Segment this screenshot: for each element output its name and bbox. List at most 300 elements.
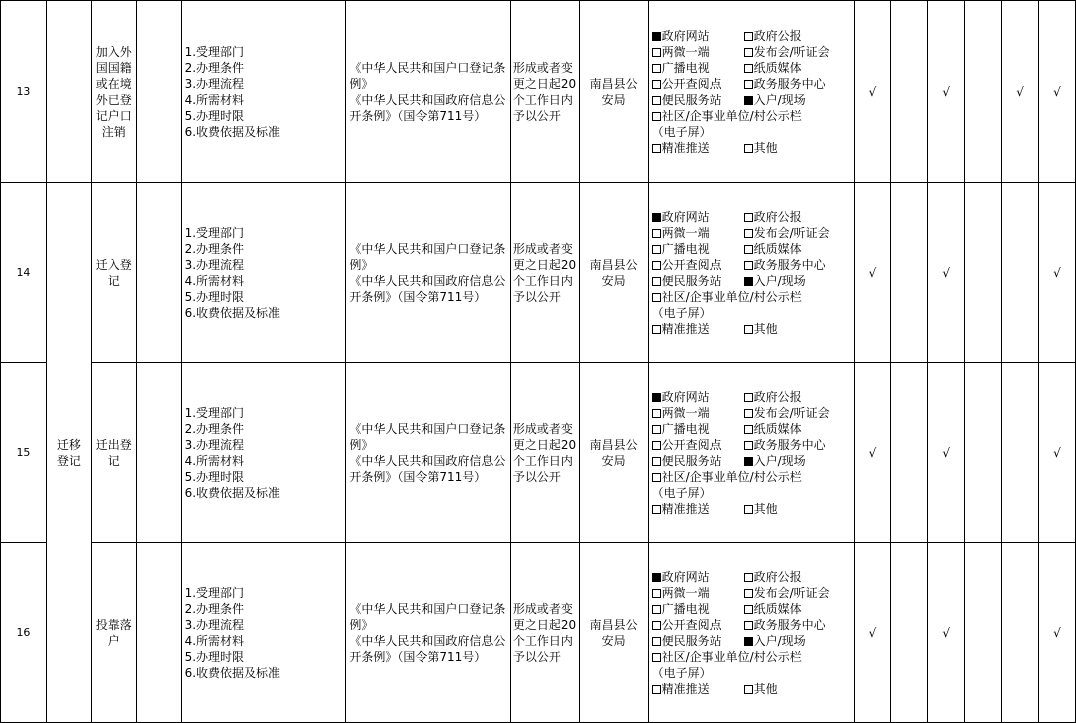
channel-line (652, 485, 854, 501)
category-text: 迁移登记 (56, 437, 81, 468)
unchecked-box-icon (652, 229, 661, 238)
unchecked-box-icon (744, 589, 753, 598)
screen-note: （电子屏） (651, 665, 712, 680)
blank-cell (136, 363, 181, 543)
channels-cell (648, 363, 854, 543)
item-name (91, 183, 136, 363)
time-limit-text: 形成或者变更之日起20个工作日内予以公开 (512, 60, 577, 123)
time-limit (510, 543, 579, 723)
push-option (652, 140, 744, 156)
checked-box-icon (652, 393, 661, 402)
unchecked-box-icon (652, 112, 661, 121)
unchecked-box-icon (744, 64, 753, 73)
content-item: 6.收费依据及标准 (184, 665, 281, 680)
press-label: 发布会/听证会 (753, 44, 830, 59)
other-option (744, 681, 778, 697)
channel-line (652, 453, 854, 469)
content-list (181, 543, 346, 723)
content-item: 5.办理时限 (184, 108, 245, 123)
door-label: 入户/现场 (753, 633, 806, 648)
basis-line: 《中华人民共和国户口登记条例》 (349, 241, 506, 272)
unchecked-box-icon (744, 213, 753, 222)
reading-point-label: 公开查阅点 (661, 437, 722, 452)
content-item: 1.受理部门 (184, 44, 245, 59)
basis-cell (346, 543, 511, 723)
gov-site-option (652, 209, 744, 225)
mark-cell (891, 1, 928, 183)
gov-site-option (652, 389, 744, 405)
unchecked-box-icon (652, 505, 661, 514)
service-center-label: 政务服务中心 (753, 437, 826, 452)
content-item: 4.所需材料 (184, 633, 245, 648)
channel-line (652, 257, 854, 273)
reading-point-option (652, 76, 744, 92)
community-option (652, 289, 802, 305)
content-item: 3.办理流程 (184, 617, 245, 632)
check-mark: √ (1016, 84, 1024, 99)
community-label: 社区/企事业单位/村公示栏 (661, 469, 802, 484)
door-option (744, 273, 806, 289)
reading-point-label: 公开查阅点 (661, 617, 722, 632)
unchecked-box-icon (652, 409, 661, 418)
channel-line (652, 681, 854, 697)
two-micro-option (652, 225, 744, 241)
basis-line: 《中华人民共和国政府信息公开条例》（国令第711号） (349, 273, 506, 304)
push-option (652, 681, 744, 697)
time-limit (510, 183, 579, 363)
content-item: 6.收费依据及标准 (184, 124, 281, 139)
mark-cell (965, 183, 1002, 363)
channel-line (652, 140, 854, 156)
two-micro-label: 两微一端 (661, 585, 710, 600)
content-item: 2.办理条件 (184, 601, 245, 616)
push-label: 精准推送 (661, 321, 710, 336)
check-mark: √ (868, 625, 877, 640)
channel-line (652, 225, 854, 241)
two-micro-label: 两微一端 (661, 225, 710, 240)
service-station-label: 便民服务站 (661, 453, 722, 468)
service-station-option (652, 273, 744, 289)
service-station-option (652, 633, 744, 649)
channel-line (652, 421, 854, 437)
service-station-option (652, 92, 744, 108)
gov-site-label: 政府网站 (661, 389, 710, 404)
two-micro-option (652, 405, 744, 421)
service-center-option (744, 257, 826, 273)
content-item: 6.收费依据及标准 (184, 485, 281, 500)
channel-line (652, 289, 854, 305)
unchecked-box-icon (744, 325, 753, 334)
two-micro-label: 两微一端 (661, 44, 710, 59)
checked-box-icon (744, 277, 753, 286)
press-option (744, 405, 830, 421)
unchecked-box-icon (744, 32, 753, 41)
radio-tv-label: 广播电视 (661, 421, 710, 436)
door-option (744, 92, 806, 108)
unchecked-box-icon (652, 653, 661, 662)
press-label: 发布会/听证会 (753, 225, 830, 240)
mark-cell (965, 1, 1002, 183)
content-item: 4.所需材料 (184, 92, 245, 107)
reading-point-option (652, 617, 744, 633)
unchecked-box-icon (652, 589, 661, 598)
press-option (744, 44, 830, 60)
checked-box-icon (744, 457, 753, 466)
content-item: 5.办理时限 (184, 649, 245, 664)
channel-line (652, 469, 854, 485)
unchecked-box-icon (744, 261, 753, 270)
channel-line (652, 569, 854, 585)
gov-gazette-option (744, 389, 802, 405)
mark-cell (854, 1, 891, 183)
subject-text: 南昌县公安局 (589, 76, 638, 107)
press-label: 发布会/听证会 (753, 585, 830, 600)
other-option (744, 140, 778, 156)
mark-cell (1002, 543, 1039, 723)
channel-line (652, 209, 854, 225)
blank-cell (136, 543, 181, 723)
other-label: 其他 (753, 321, 778, 336)
unchecked-box-icon (652, 605, 661, 614)
unchecked-box-icon (744, 229, 753, 238)
gov-site-option (652, 28, 744, 44)
community-option (652, 469, 802, 485)
check-mark: √ (942, 265, 951, 280)
checked-box-icon (744, 637, 753, 646)
community-option (652, 108, 802, 124)
blank-cell (136, 1, 181, 183)
subject-text: 南昌县公安局 (589, 617, 638, 648)
check-mark: √ (1053, 445, 1061, 460)
gov-site-label: 政府网站 (661, 209, 710, 224)
table-row (1, 543, 1076, 723)
other-label: 其他 (753, 140, 778, 155)
gov-gazette-label: 政府公报 (753, 28, 802, 43)
channel-line (652, 617, 854, 633)
mark-cell (928, 1, 965, 183)
channel-line (652, 124, 854, 140)
community-option (652, 649, 802, 665)
content-item: 3.办理流程 (184, 76, 245, 91)
checked-box-icon (652, 213, 661, 222)
checked-box-icon (652, 573, 661, 582)
subject-cell (579, 543, 648, 723)
push-label: 精准推送 (661, 140, 710, 155)
item-name-text: 迁入登记 (95, 257, 132, 288)
channel-line (652, 92, 854, 108)
unchecked-box-icon (652, 261, 661, 270)
content-item: 3.办理流程 (184, 257, 245, 272)
mark-cell (854, 183, 891, 363)
service-station-label: 便民服务站 (661, 273, 722, 288)
item-name-text: 迁出登记 (95, 437, 132, 468)
mark-cell (1038, 543, 1075, 723)
table-row (1, 363, 1076, 543)
paper-label: 纸质媒体 (753, 421, 802, 436)
other-label: 其他 (753, 501, 778, 516)
subject-text: 南昌县公安局 (589, 437, 638, 468)
paper-option (744, 421, 802, 437)
table-row (1, 183, 1076, 363)
row-number (1, 1, 47, 183)
gov-gazette-label: 政府公报 (753, 389, 802, 404)
service-station-option (652, 453, 744, 469)
screen-note: （电子屏） (651, 305, 712, 320)
press-option (744, 585, 830, 601)
row-number-text: 14 (16, 265, 31, 279)
unchecked-box-icon (652, 425, 661, 434)
item-name (91, 1, 136, 183)
time-limit-text: 形成或者变更之日起20个工作日内予以公开 (512, 241, 577, 304)
item-name (91, 363, 136, 543)
row-number (1, 363, 47, 543)
door-option (744, 633, 806, 649)
channel-line (652, 305, 854, 321)
checked-box-icon (744, 96, 753, 105)
push-label: 精准推送 (661, 681, 710, 696)
checked-box-icon (652, 32, 661, 41)
mark-cell (928, 363, 965, 543)
unchecked-box-icon (744, 393, 753, 402)
paper-option (744, 60, 802, 76)
screen-note: （电子屏） (651, 485, 712, 500)
paper-label: 纸质媒体 (753, 241, 802, 256)
unchecked-box-icon (652, 637, 661, 646)
unchecked-box-icon (652, 80, 661, 89)
gov-site-option (652, 569, 744, 585)
content-item: 3.办理流程 (184, 437, 245, 452)
press-option (744, 225, 830, 241)
paper-option (744, 241, 802, 257)
row-number (1, 543, 47, 723)
door-option (744, 453, 806, 469)
check-mark: √ (868, 84, 877, 99)
channels-cell (648, 1, 854, 183)
content-item: 4.所需材料 (184, 453, 245, 468)
radio-tv-option (652, 60, 744, 76)
check-mark: √ (1053, 265, 1061, 280)
service-center-label: 政务服务中心 (753, 257, 826, 272)
gov-site-label: 政府网站 (661, 569, 710, 584)
community-label: 社区/企事业单位/村公示栏 (661, 649, 802, 664)
gov-gazette-option (744, 28, 802, 44)
content-list (181, 363, 346, 543)
unchecked-box-icon (744, 48, 753, 57)
mark-cell (928, 183, 965, 363)
service-center-option (744, 437, 826, 453)
channel-line (652, 649, 854, 665)
unchecked-box-icon (744, 441, 753, 450)
service-center-option (744, 76, 826, 92)
channel-line (652, 241, 854, 257)
channel-line (652, 501, 854, 517)
unchecked-box-icon (652, 457, 661, 466)
unchecked-box-icon (744, 505, 753, 514)
channel-line (652, 665, 854, 681)
mark-cell (1002, 1, 1039, 183)
mark-cell (965, 543, 1002, 723)
unchecked-box-icon (652, 48, 661, 57)
unchecked-box-icon (744, 144, 753, 153)
unchecked-box-icon (652, 293, 661, 302)
mark-cell (1002, 363, 1039, 543)
two-micro-label: 两微一端 (661, 405, 710, 420)
radio-tv-option (652, 421, 744, 437)
community-label: 社区/企事业单位/村公示栏 (661, 108, 802, 123)
blank-cell (136, 183, 181, 363)
gov-site-label: 政府网站 (661, 28, 710, 43)
item-name (91, 543, 136, 723)
channels-cell (648, 543, 854, 723)
door-label: 入户/现场 (753, 273, 806, 288)
content-item: 5.办理时限 (184, 469, 245, 484)
door-label: 入户/现场 (753, 92, 806, 107)
unchecked-box-icon (744, 685, 753, 694)
row-number (1, 183, 47, 363)
content-item: 2.办理条件 (184, 241, 245, 256)
basis-cell (346, 183, 511, 363)
subject-cell (579, 363, 648, 543)
push-label: 精准推送 (661, 501, 710, 516)
table-row (1, 1, 1076, 183)
push-option (652, 321, 744, 337)
channel-line (652, 76, 854, 92)
check-mark: √ (868, 265, 877, 280)
unchecked-box-icon (652, 473, 661, 482)
unchecked-box-icon (744, 80, 753, 89)
content-list (181, 183, 346, 363)
unchecked-box-icon (652, 441, 661, 450)
mark-cell (1038, 183, 1075, 363)
channel-line (652, 389, 854, 405)
service-center-option (744, 617, 826, 633)
door-label: 入户/现场 (753, 453, 806, 468)
check-mark: √ (1053, 625, 1061, 640)
service-center-label: 政务服务中心 (753, 76, 826, 91)
unchecked-box-icon (652, 64, 661, 73)
channel-line (652, 405, 854, 421)
radio-tv-label: 广播电视 (661, 601, 710, 616)
content-item: 5.办理时限 (184, 289, 245, 304)
channel-line (652, 60, 854, 76)
content-item: 2.办理条件 (184, 421, 245, 436)
radio-tv-option (652, 601, 744, 617)
mark-cell (1038, 1, 1075, 183)
unchecked-box-icon (652, 685, 661, 694)
subject-cell (579, 1, 648, 183)
content-item: 1.受理部门 (184, 585, 245, 600)
reading-point-label: 公开查阅点 (661, 76, 722, 91)
basis-line: 《中华人民共和国户口登记条例》 (349, 60, 506, 91)
service-station-label: 便民服务站 (661, 92, 722, 107)
mark-cell (965, 363, 1002, 543)
row-number-text: 13 (16, 84, 31, 98)
unchecked-box-icon (744, 605, 753, 614)
unchecked-box-icon (744, 621, 753, 630)
check-mark: √ (868, 445, 877, 460)
radio-tv-label: 广播电视 (661, 241, 710, 256)
unchecked-box-icon (652, 325, 661, 334)
paper-option (744, 601, 802, 617)
mark-cell (891, 543, 928, 723)
unchecked-box-icon (652, 96, 661, 105)
table-body (1, 1, 1076, 723)
check-mark: √ (942, 84, 951, 99)
reading-point-option (652, 257, 744, 273)
unchecked-box-icon (652, 621, 661, 630)
unchecked-box-icon (744, 573, 753, 582)
category-cell (46, 183, 91, 723)
channel-line (652, 28, 854, 44)
category-cell-empty (46, 1, 91, 183)
basis-line: 《中华人民共和国户口登记条例》 (349, 601, 506, 632)
item-name-text: 加入外国国籍或在境外已登记户口注销 (95, 44, 132, 139)
check-mark: √ (1053, 84, 1061, 99)
press-label: 发布会/听证会 (753, 405, 830, 420)
channel-line (652, 601, 854, 617)
two-micro-option (652, 585, 744, 601)
channel-line (652, 108, 854, 124)
channel-line (652, 273, 854, 289)
content-item: 2.办理条件 (184, 60, 245, 75)
paper-label: 纸质媒体 (753, 60, 802, 75)
time-limit-text: 形成或者变更之日起20个工作日内予以公开 (512, 421, 577, 484)
channel-line (652, 633, 854, 649)
reading-point-option (652, 437, 744, 453)
paper-label: 纸质媒体 (753, 601, 802, 616)
time-limit (510, 363, 579, 543)
unchecked-box-icon (744, 425, 753, 434)
service-station-label: 便民服务站 (661, 633, 722, 648)
subject-text: 南昌县公安局 (589, 257, 638, 288)
channel-line (652, 585, 854, 601)
mark-cell (854, 363, 891, 543)
channels-cell (648, 183, 854, 363)
channel-line (652, 437, 854, 453)
basis-line: 《中华人民共和国政府信息公开条例》（国令第711号） (349, 92, 506, 123)
gov-gazette-label: 政府公报 (753, 569, 802, 584)
screen-note: （电子屏） (651, 124, 712, 139)
two-micro-option (652, 44, 744, 60)
mark-cell (891, 183, 928, 363)
row-number-text: 15 (16, 445, 31, 459)
content-item: 6.收费依据及标准 (184, 305, 281, 320)
mark-cell (891, 363, 928, 543)
push-option (652, 501, 744, 517)
content-item: 4.所需材料 (184, 273, 245, 288)
community-label: 社区/企事业单位/村公示栏 (661, 289, 802, 304)
basis-line: 《中华人民共和国政府信息公开条例》（国令第711号） (349, 453, 506, 484)
mark-cell (928, 543, 965, 723)
item-name-text: 投靠落户 (95, 617, 132, 648)
mark-cell (1002, 183, 1039, 363)
channel-line (652, 44, 854, 60)
other-label: 其他 (753, 681, 778, 696)
gov-gazette-option (744, 209, 802, 225)
basis-cell (346, 363, 511, 543)
time-limit-text: 形成或者变更之日起20个工作日内予以公开 (512, 601, 577, 664)
check-mark: √ (942, 445, 951, 460)
time-limit (510, 1, 579, 183)
content-item: 1.受理部门 (184, 405, 245, 420)
channel-line (652, 321, 854, 337)
basis-line: 《中华人民共和国户口登记条例》 (349, 421, 506, 452)
unchecked-box-icon (652, 277, 661, 286)
gov-gazette-label: 政府公报 (753, 209, 802, 224)
reading-point-label: 公开查阅点 (661, 257, 722, 272)
mark-cell (854, 543, 891, 723)
unchecked-box-icon (744, 409, 753, 418)
